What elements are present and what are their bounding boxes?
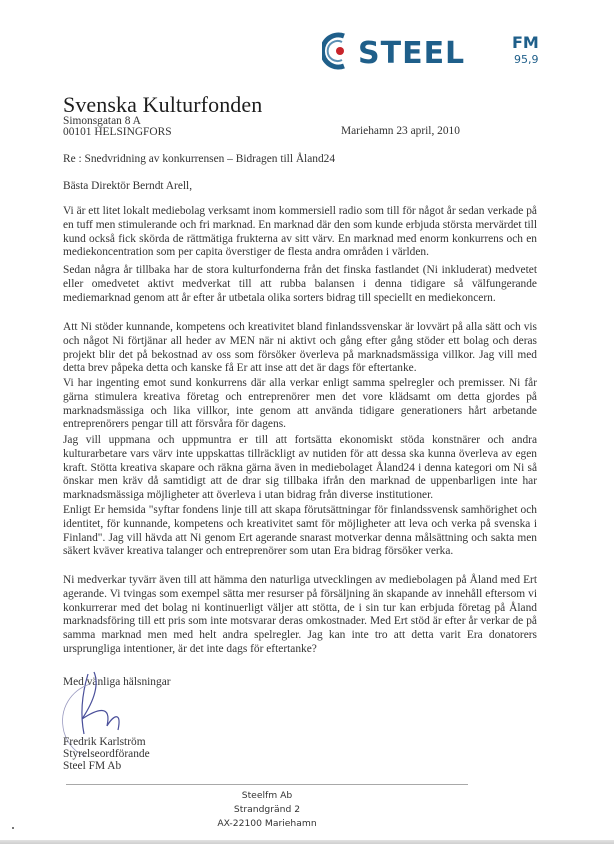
svg-text:STEEL: STEEL	[358, 36, 466, 71]
body-paragraph: Enligt Er hemsida "syftar fondens linje till att skapa förutsättningar för finlandssvensk samhörighet och identitet, för kunnande, kompetens och kreativitet samt för möjligheter att leva och verka på svenska i Finland". Jag vill hävda att Ni genom Ert agerande snarast motverkar denna målsättning och sakta men säkert kväver kreativa talanger och entreprenörer som utan Era bidrag försöker verka.	[63, 504, 537, 558]
footer-postal: AX-22100 Mariehamn	[217, 818, 317, 829]
recipient-postal: 00101 HELSINGFORS	[63, 126, 172, 138]
letter-date: Mariehamn 23 april, 2010	[341, 125, 460, 137]
page-bottom-edge	[0, 840, 614, 844]
footer-street: Strandgränd 2	[233, 804, 301, 815]
recipient-name: Svenska Kulturfonden	[63, 92, 263, 117]
steel-fm-logo	[322, 30, 562, 72]
salutation: Bästa Direktör Berndt Arell,	[63, 180, 193, 192]
scan-speck	[12, 827, 14, 829]
svg-text:95,9: 95,9	[514, 53, 539, 66]
body-paragraph: Ni medverkar tyvärr även till att hämma den naturliga utvecklingen av mediebolagen på Åland med Ert agerande. Vi tvingas som exempel sätta mer resurser på försäljning än skapande av innehåll eftersom vi konkurrerar med det bolag ni kontinuerligt väljer att stötta, de i sin tur kan erbjuda företag på Åland marknadsföring till ett pris som inte motsvarar deras omkostnader. Med Ert stöd är efter år verkar de på samma marknad men med helt andra spelregler. Jag kan inte tro att detta varit Era donatorers ursprungliga intentioner, är det inte dags för eftertanke?	[63, 574, 537, 655]
body-paragraph: Vi är ett litet lokalt mediebolag verksamt inom kommersiell radio som till för något år sedan verkade på en tuff men stimulerande och fri marknad. En marknad där den som kunde erbjuda största mervärdet till kund också fick skörda de rättmätiga frukterna av sitt värv. En marknad med enorm konkurrens och en mediekoncentration som per capita överstiger de flesta andra områden i världen.	[63, 205, 537, 259]
signatory-name: Fredrik Karlström	[63, 736, 146, 748]
footer-company: Steelfm Ab	[241, 790, 293, 801]
body-paragraph: Att Ni stöder kunnande, kompetens och kreativitet bland finlandssvenskar är lovvärt på alla sätt och vis och något Ni förtjänar all heder av MEN när ni aktivt och gång efter gång stöder ett bolag och deras projekt blir det på bekostnad av oss som försöker överleva på marknadsmässiga villkor. Jag vill med detta brev påpeka detta och kanske få Er att inse att det är dags för eftertanke.	[63, 321, 537, 375]
body-paragraph: Sedan några år tillbaka har de stora kulturfonderna från det finska fastlandet (Ni inkluderat) medvetet eller omedvetet aktivt medverkat till att rubba balansen i denna tidigare så välfungerande mediemarknad genom att år efter år utbetala olika sorters bidrag till speciellt en mediekoncern.	[63, 264, 537, 304]
body-paragraph: Vi har ingenting emot sund konkurrens där alla verkar enligt samma spelregler och premisser. Ni får gärna stimulera kreativa företag och entreprenörer men det vore klädsamt om detta gjordes på marknadsmässiga och lika villkor, inte genom att använda tidigare generationers hårt arbetande entreprenörers pengar till att försvåra för dagens.	[63, 377, 537, 431]
signatory-title: Styrelseordförande	[63, 748, 150, 760]
signatory-company: Steel FM Ab	[63, 760, 122, 772]
closing: Med vänliga hälsningar	[63, 676, 171, 688]
body-paragraph: Jag vill uppmana och uppmuntra er till att fortsätta ekonomiskt stöda konstnärer och andra kulturarbetare vars värv inte uppskattas tillräckligt av nutiden för att dessa ska kunna överleva av egen kraft. Stötta kreativa skapare och räkna gärna även in mediebolaget Åland24 i denna kategori om Ni så önskar men kräv då samtidigt att de drar sig tillbaka ifrån den marknad de uppenbarligen inte har marknadsmässiga möjligheter att överleva i utan bidrag från diverse institutioner.	[63, 434, 537, 502]
logo-swirl-icon	[322, 35, 344, 67]
svg-text:FM: FM	[512, 33, 539, 52]
subject-line: Re : Snedvridning av konkurrensen – Bidragen till Åland24	[63, 153, 336, 165]
recipient-street: Simonsgatan 8 A	[63, 115, 141, 127]
footer-divider	[66, 784, 468, 785]
